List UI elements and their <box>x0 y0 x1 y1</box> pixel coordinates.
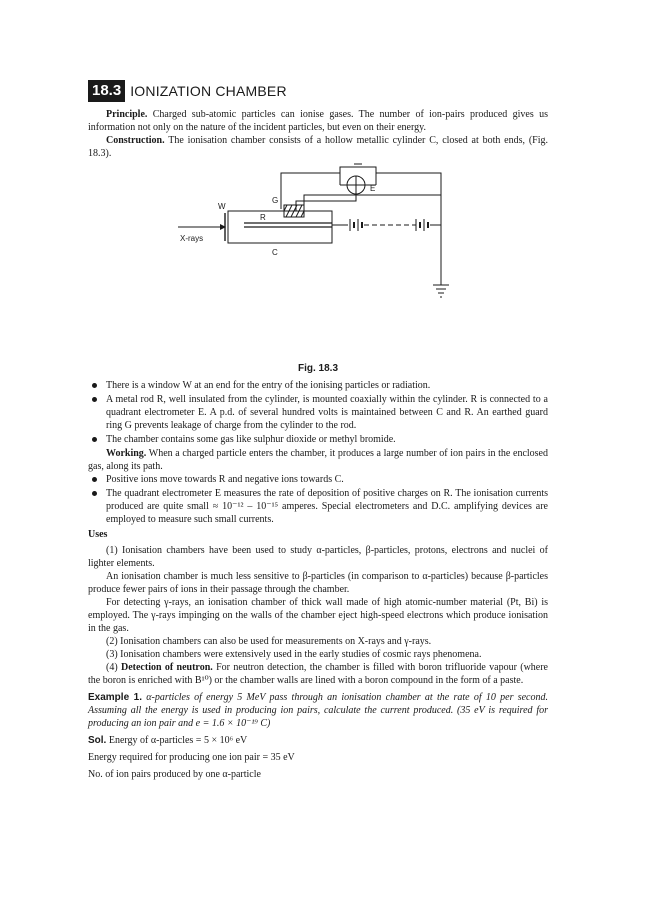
working-paragraph <box>88 447 548 473</box>
construction-bullets <box>88 379 548 446</box>
solution-line <box>88 734 548 747</box>
construction-text: The ionisation chamber consists of a hollow metallic cylinder C, closed at both ends, (Fig. 18.3). <box>88 135 548 159</box>
uses-item: (3) Ionisation chambers were extensively used in the early studies of cosmic rays phenomena. <box>106 649 482 660</box>
uses-item: An ionisation chamber is much less sensitive to β-particles (in comparison to α-particles) because β-particles produce fewer pairs of ions in their passage through the chamber. <box>88 571 548 595</box>
label-e: E <box>370 184 376 193</box>
label-xrays: X-rays <box>180 234 204 243</box>
uses-heading: Uses <box>88 529 108 540</box>
uses-item4-text: For neutron detection, the chamber is filled with boron trifluoride vapour (where the boron is enriched with B¹⁰) or the chamber walls are lined with a boron compound in the form of a paste. <box>88 662 548 686</box>
label-w: W <box>218 202 226 211</box>
principle-paragraph <box>88 108 548 134</box>
working-label: Working. <box>106 448 147 459</box>
solution-line2: Energy required for producing one ion pair = 35 eV <box>88 752 295 763</box>
uses-item-neutron <box>88 661 548 687</box>
section-number: 18.3 <box>88 80 125 102</box>
list-item: The chamber contains some gas like sulphur dioxide or methyl bromide. <box>88 433 548 446</box>
example-paragraph <box>88 691 548 730</box>
uses-item4-label: (4) <box>106 662 121 673</box>
solution-line1: Energy of α-particles = 5 × 10⁶ eV <box>106 735 248 746</box>
solution-label: Sol. <box>88 735 107 746</box>
uses-item: (1) Ionisation chambers have been used to study α-particles, β-particles, protons, electrons and nuclei of lighter elements. <box>88 545 548 569</box>
list-item: The quadrant electrometer E measures the rate of deposition of positive charges on R. The ionisation currents produced are quite small ≈ 10⁻¹² – 10⁻¹⁵ amperes. Special electrometers and D.C. amplifying devices are employed to measure such small currents. <box>88 487 548 526</box>
uses-item: For detecting γ-rays, an ionisation chamber of thick wall made of high atomic-number material (Pt, Bi) is employed. The γ-rays impinging on the walls of the chamber eject high-speed electrons which produce ionisation in the gas. <box>88 597 548 634</box>
label-c: C <box>272 248 278 257</box>
working-text: When a charged particle enters the chamber, it produces a large number of ion pairs in the enclosed gas, along its path. <box>88 448 548 472</box>
example-text: α-particles of energy 5 MeV pass through an ionisation chamber at the rate of 10 per second. Assuming all the energy is used in producing ion pairs, calculate the current produced. (35 eV is required for producing an ion pair and e = 1.6 × 10⁻¹⁹ C) <box>88 692 548 729</box>
example-label: Example 1. <box>88 692 143 703</box>
ionization-chamber-figure <box>88 163 548 358</box>
solution-line3: No. of ion pairs produced by one α-particle <box>88 769 261 780</box>
section-heading <box>88 80 548 102</box>
construction-paragraph <box>88 134 548 160</box>
figure-caption: Fig. 18.3 <box>297 363 338 374</box>
label-g: G <box>272 196 279 205</box>
uses-item: (2) Ionisation chambers can also be used for measurements on X-rays and γ-rays. <box>106 636 432 647</box>
working-bullets <box>88 473 548 526</box>
principle-label: Principle. <box>106 109 148 120</box>
circuit-diagram <box>88 163 548 358</box>
construction-label: Construction. <box>106 135 165 146</box>
page <box>88 80 548 781</box>
uses-item4-bold: Detection of neutron. <box>121 662 213 673</box>
label-r: R <box>260 213 266 222</box>
section-title: IONIZATION CHAMBER <box>130 82 287 99</box>
principle-text: Charged sub-atomic particles can ionise gases. The number of ion-pairs produced gives us information not only on the nature of the incident particles, but even on their energy. <box>88 109 548 133</box>
list-item: Positive ions move towards R and negative ions towards C. <box>88 473 548 486</box>
list-item: A metal rod R, well insulated from the cylinder, is mounted coaxially within the cylinder. R is connected to a quadrant electrometer E. A p.d. of several hundred volts is maintained between C and R. An earthed guard ring G prevents leakage of charge from the cylinder to the rod. <box>88 393 548 432</box>
list-item: There is a window W at an end for the entry of the ionising particles or radiation. <box>88 379 548 392</box>
